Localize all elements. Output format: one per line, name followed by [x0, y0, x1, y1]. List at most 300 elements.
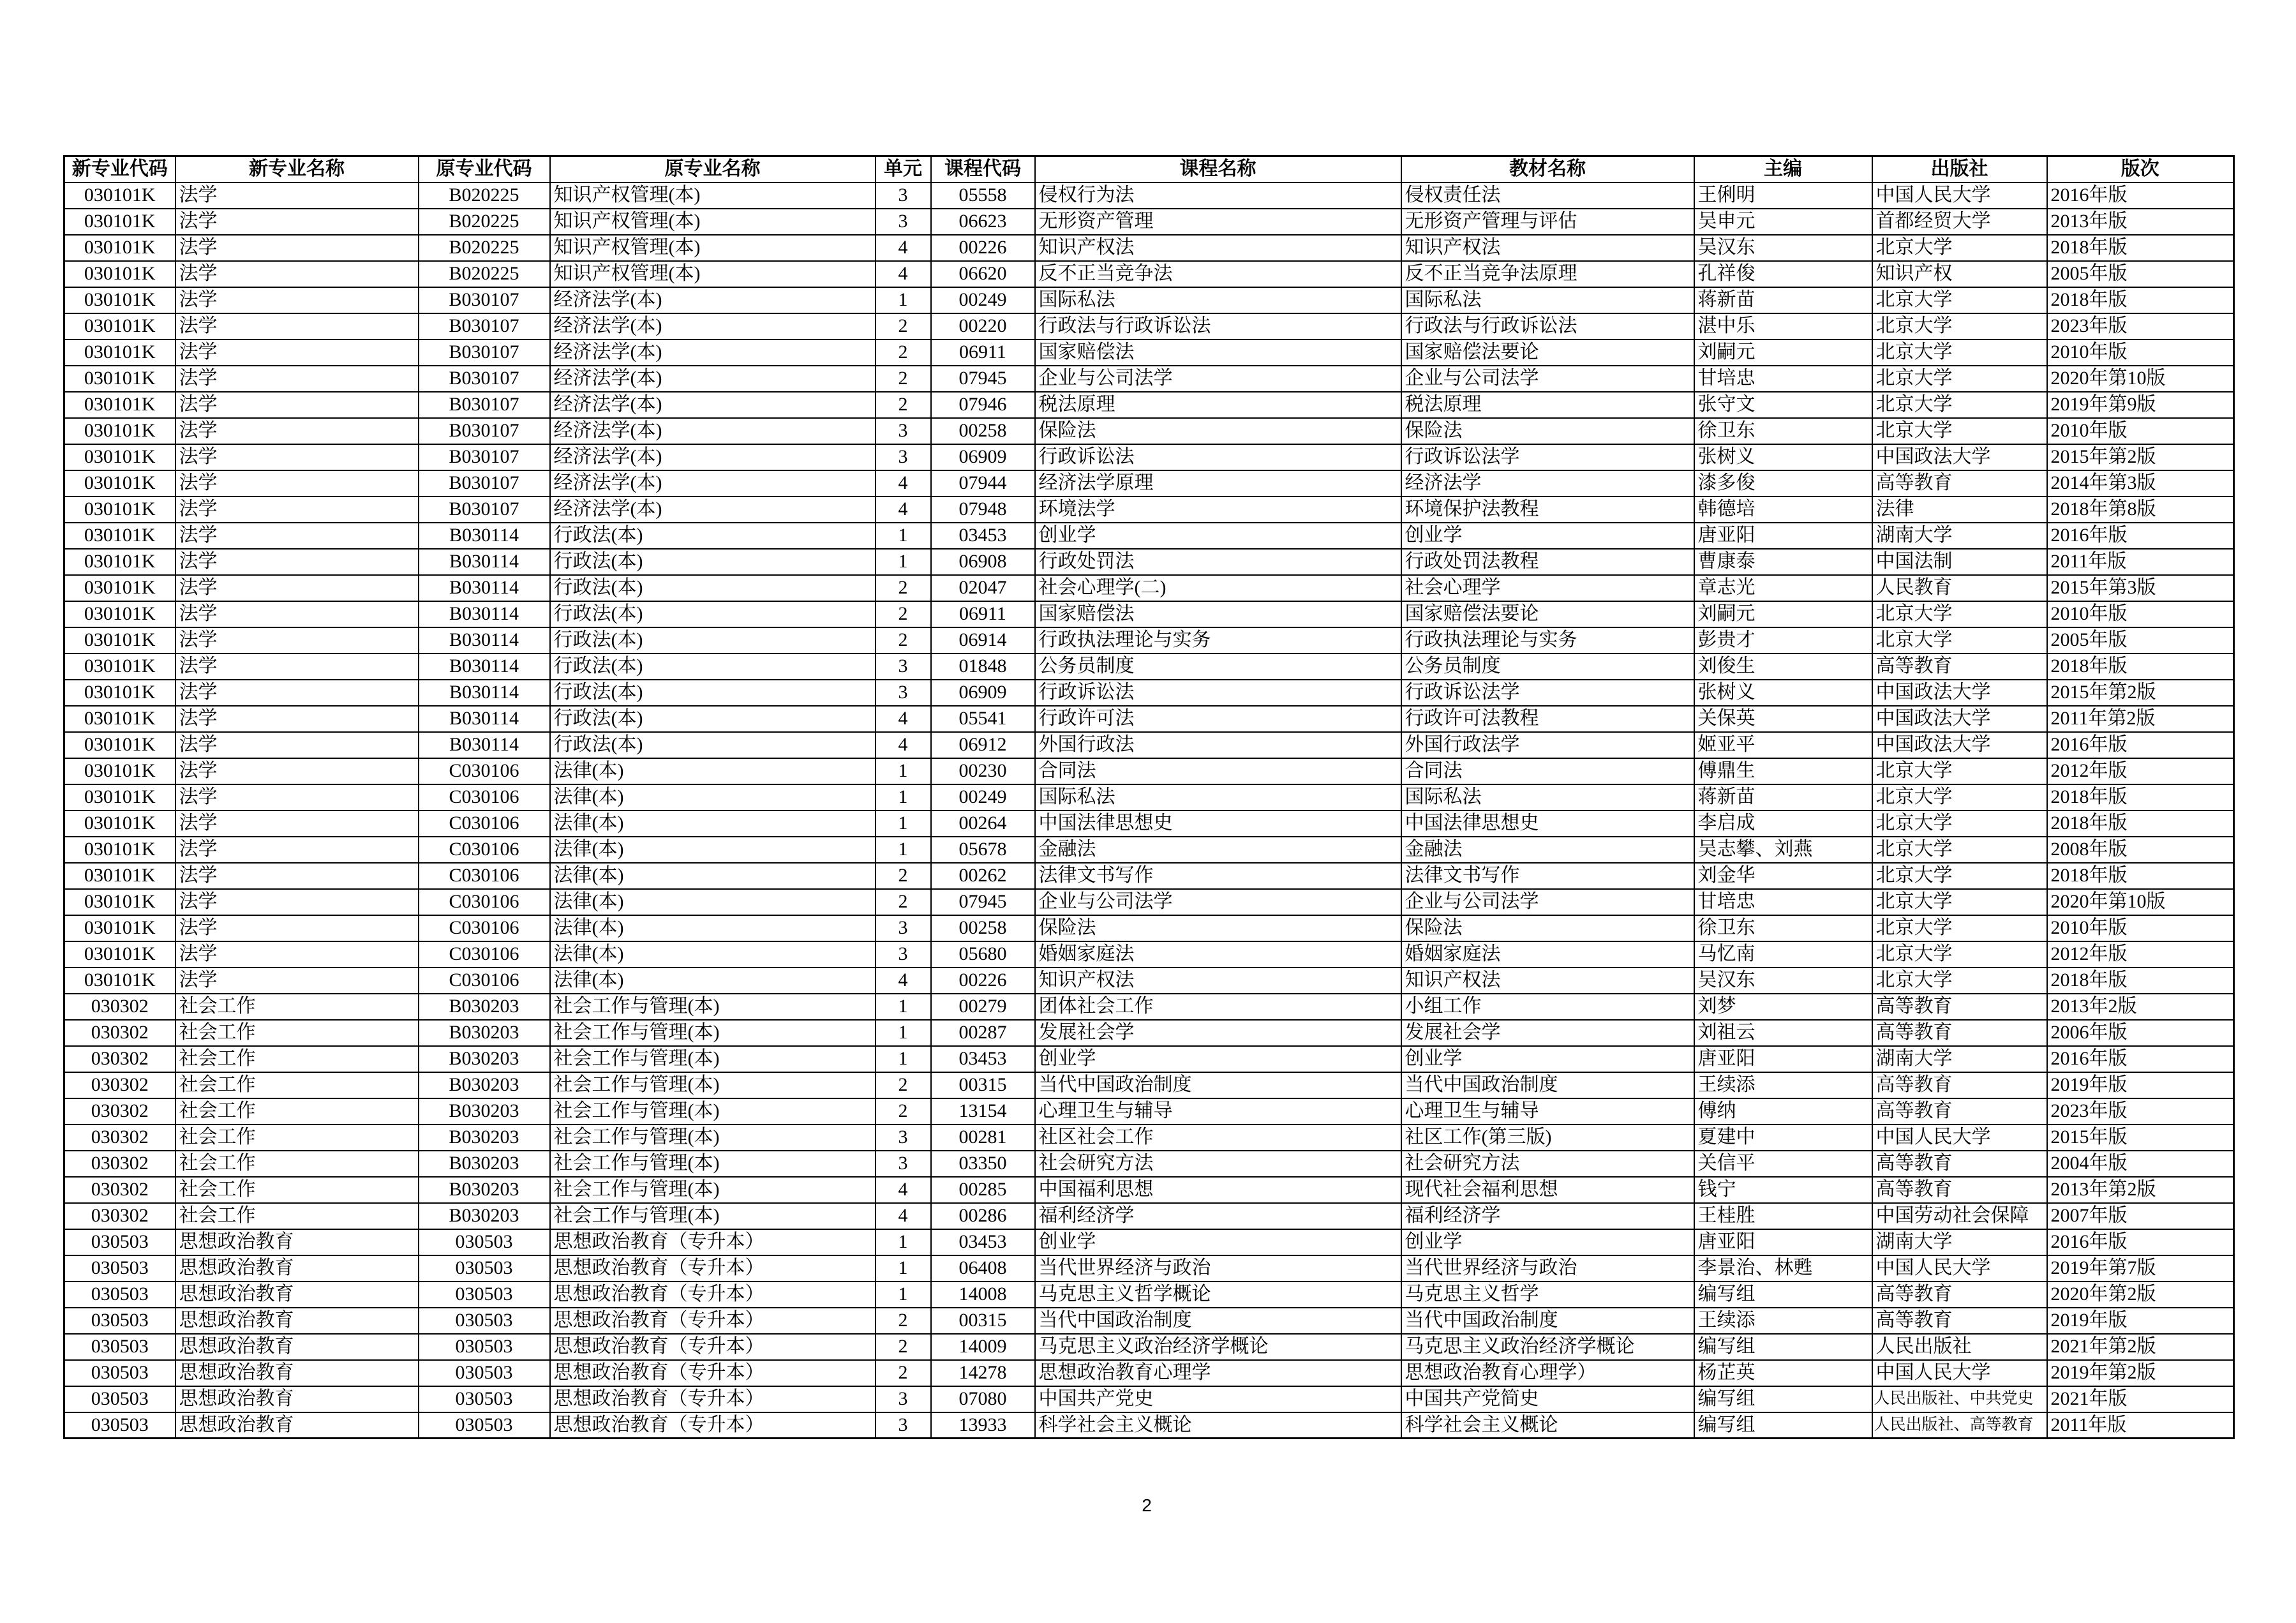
cell-unit: 3 [876, 680, 931, 706]
table-row [64, 889, 2234, 915]
cell-course-name: 团体社会工作 [1035, 994, 1401, 1020]
cell-editor: 徐卫东 [1694, 915, 1872, 941]
cell-textbook-name: 现代社会福利思想 [1401, 1177, 1694, 1203]
cell-unit: 4 [876, 497, 931, 523]
cell-course-name: 国际私法 [1035, 784, 1401, 811]
cell-new-major-name: 法学 [175, 889, 419, 915]
cell-old-major-code: 030503 [419, 1334, 550, 1360]
cell-old-major-name: 思想政治教育（专升本） [550, 1255, 876, 1282]
cell-edition: 2010年版 [2047, 418, 2234, 444]
cell-textbook-name: 社会研究方法 [1401, 1151, 1694, 1177]
cell-edition: 2023年版 [2047, 1098, 2234, 1125]
header-old-major-code: 原专业代码 [419, 156, 550, 183]
cell-editor: 张树义 [1694, 680, 1872, 706]
table-row [64, 1177, 2234, 1203]
cell-new-major-name: 法学 [175, 968, 419, 994]
cell-course-code: 00315 [931, 1072, 1035, 1098]
cell-publisher: 中国人民大学 [1872, 183, 2047, 209]
cell-new-major-code: 030101K [64, 418, 175, 444]
cell-edition: 2011年版 [2047, 1412, 2234, 1439]
cell-course-name: 法律文书写作 [1035, 863, 1401, 889]
table-header [64, 156, 2234, 183]
cell-publisher: 北京大学 [1872, 287, 2047, 313]
cell-old-major-code: B030114 [419, 575, 550, 601]
header-course-name: 课程名称 [1035, 156, 1401, 183]
cell-new-major-code: 030101K [64, 811, 175, 837]
cell-textbook-name: 中国共产党简史 [1401, 1386, 1694, 1412]
cell-unit: 1 [876, 1255, 931, 1282]
cell-edition: 2016年版 [2047, 523, 2234, 549]
cell-old-major-code: C030106 [419, 811, 550, 837]
cell-textbook-name: 发展社会学 [1401, 1020, 1694, 1046]
cell-old-major-name: 法律(本) [550, 863, 876, 889]
cell-old-major-code: C030106 [419, 863, 550, 889]
cell-new-major-code: 030503 [64, 1386, 175, 1412]
cell-textbook-name: 行政诉讼法学 [1401, 444, 1694, 470]
cell-textbook-name: 侵权责任法 [1401, 183, 1694, 209]
cell-course-code: 07948 [931, 497, 1035, 523]
table-row [64, 680, 2234, 706]
cell-new-major-code: 030101K [64, 837, 175, 863]
cell-publisher: 高等教育 [1872, 1098, 2047, 1125]
cell-unit: 3 [876, 183, 931, 209]
cell-new-major-code: 030101K [64, 627, 175, 654]
cell-publisher: 法律 [1872, 497, 2047, 523]
cell-old-major-name: 社会工作与管理(本) [550, 1046, 876, 1072]
cell-textbook-name: 反不正当竞争法原理 [1401, 261, 1694, 287]
cell-new-major-code: 030101K [64, 968, 175, 994]
cell-editor: 钱宁 [1694, 1177, 1872, 1203]
cell-editor: 唐亚阳 [1694, 1229, 1872, 1255]
cell-new-major-code: 030101K [64, 758, 175, 784]
table-row [64, 313, 2234, 340]
page-number: 2 [1142, 1495, 1152, 1515]
cell-old-major-code: B030203 [419, 1151, 550, 1177]
cell-edition: 2019年版 [2047, 1072, 2234, 1098]
cell-new-major-code: 030101K [64, 941, 175, 968]
cell-textbook-name: 行政法与行政诉讼法 [1401, 313, 1694, 340]
cell-publisher: 湖南大学 [1872, 523, 2047, 549]
table-row [64, 1151, 2234, 1177]
cell-editor: 章志光 [1694, 575, 1872, 601]
cell-edition: 2012年版 [2047, 941, 2234, 968]
cell-new-major-name: 思想政治教育 [175, 1255, 419, 1282]
cell-editor: 吴汉东 [1694, 968, 1872, 994]
cell-new-major-code: 030302 [64, 1177, 175, 1203]
cell-new-major-code: 030101K [64, 549, 175, 575]
cell-publisher: 北京大学 [1872, 837, 2047, 863]
cell-course-code: 00249 [931, 287, 1035, 313]
cell-course-name: 行政诉讼法 [1035, 444, 1401, 470]
cell-old-major-name: 经济法学(本) [550, 470, 876, 497]
cell-course-code: 00264 [931, 811, 1035, 837]
cell-old-major-code: B030203 [419, 1072, 550, 1098]
cell-course-code: 06408 [931, 1255, 1035, 1282]
cell-edition: 2020年第2版 [2047, 1282, 2234, 1308]
cell-editor: 刘祖云 [1694, 1020, 1872, 1046]
cell-new-major-name: 法学 [175, 706, 419, 732]
cell-edition: 2011年第2版 [2047, 706, 2234, 732]
cell-editor: 编写组 [1694, 1412, 1872, 1439]
cell-textbook-name: 马克思主义政治经济学概论 [1401, 1334, 1694, 1360]
cell-old-major-code: B020225 [419, 235, 550, 261]
cell-new-major-name: 法学 [175, 837, 419, 863]
cell-unit: 1 [876, 758, 931, 784]
cell-unit: 2 [876, 1098, 931, 1125]
cell-old-major-name: 经济法学(本) [550, 340, 876, 366]
cell-unit: 3 [876, 1386, 931, 1412]
cell-new-major-name: 思想政治教育 [175, 1229, 419, 1255]
table-row [64, 1229, 2234, 1255]
cell-publisher: 人民出版社 [1872, 1334, 2047, 1360]
cell-new-major-name: 法学 [175, 654, 419, 680]
cell-course-code: 00287 [931, 1020, 1035, 1046]
cell-course-name: 中国福利思想 [1035, 1177, 1401, 1203]
cell-old-major-code: 030503 [419, 1386, 550, 1412]
cell-editor: 蒋新苗 [1694, 287, 1872, 313]
cell-textbook-name: 行政处罚法教程 [1401, 549, 1694, 575]
cell-course-name: 企业与公司法学 [1035, 889, 1401, 915]
cell-textbook-name: 中国法律思想史 [1401, 811, 1694, 837]
cell-new-major-name: 法学 [175, 863, 419, 889]
cell-new-major-name: 法学 [175, 680, 419, 706]
cell-textbook-name: 经济法学 [1401, 470, 1694, 497]
cell-old-major-name: 行政法(本) [550, 575, 876, 601]
cell-publisher: 北京大学 [1872, 418, 2047, 444]
cell-new-major-name: 法学 [175, 183, 419, 209]
cell-course-name: 马克思主义政治经济学概论 [1035, 1334, 1401, 1360]
cell-new-major-name: 法学 [175, 392, 419, 418]
table-row [64, 340, 2234, 366]
cell-editor: 编写组 [1694, 1386, 1872, 1412]
cell-new-major-name: 法学 [175, 811, 419, 837]
cell-new-major-code: 030302 [64, 1046, 175, 1072]
cell-unit: 3 [876, 444, 931, 470]
cell-textbook-name: 公务员制度 [1401, 654, 1694, 680]
table-row [64, 627, 2234, 654]
cell-course-code: 03453 [931, 523, 1035, 549]
cell-editor: 编写组 [1694, 1282, 1872, 1308]
cell-new-major-code: 030101K [64, 784, 175, 811]
cell-textbook-name: 法律文书写作 [1401, 863, 1694, 889]
cell-course-name: 保险法 [1035, 418, 1401, 444]
table-row [64, 392, 2234, 418]
cell-old-major-name: 知识产权管理(本) [550, 261, 876, 287]
cell-course-code: 00315 [931, 1308, 1035, 1334]
cell-textbook-name: 当代中国政治制度 [1401, 1072, 1694, 1098]
cell-unit: 3 [876, 1151, 931, 1177]
cell-course-code: 06623 [931, 209, 1035, 235]
cell-textbook-name: 行政许可法教程 [1401, 706, 1694, 732]
cell-unit: 1 [876, 523, 931, 549]
cell-edition: 2013年2版 [2047, 994, 2234, 1020]
cell-new-major-name: 法学 [175, 366, 419, 392]
cell-publisher: 首都经贸大学 [1872, 209, 2047, 235]
table-row [64, 418, 2234, 444]
cell-editor: 张守文 [1694, 392, 1872, 418]
cell-course-name: 发展社会学 [1035, 1020, 1401, 1046]
cell-course-code: 06911 [931, 601, 1035, 627]
cell-course-code: 05558 [931, 183, 1035, 209]
cell-edition: 2015年版 [2047, 1125, 2234, 1151]
cell-edition: 2019年版 [2047, 1308, 2234, 1334]
cell-textbook-name: 小组工作 [1401, 994, 1694, 1020]
cell-publisher: 人民教育 [1872, 575, 2047, 601]
table-row [64, 811, 2234, 837]
cell-new-major-code: 030101K [64, 654, 175, 680]
table-row [64, 549, 2234, 575]
cell-unit: 1 [876, 1020, 931, 1046]
cell-new-major-code: 030503 [64, 1334, 175, 1360]
cell-course-code: 00286 [931, 1203, 1035, 1229]
cell-new-major-code: 030503 [64, 1282, 175, 1308]
cell-textbook-name: 合同法 [1401, 758, 1694, 784]
cell-old-major-code: B030114 [419, 654, 550, 680]
cell-editor: 吴志攀、刘燕 [1694, 837, 1872, 863]
cell-new-major-name: 社会工作 [175, 1125, 419, 1151]
cell-editor: 徐卫东 [1694, 418, 1872, 444]
cell-new-major-code: 030302 [64, 1020, 175, 1046]
cell-new-major-name: 法学 [175, 575, 419, 601]
cell-old-major-name: 思想政治教育（专升本） [550, 1308, 876, 1334]
cell-editor: 吴汉东 [1694, 235, 1872, 261]
cell-publisher: 高等教育 [1872, 1177, 2047, 1203]
cell-editor: 编写组 [1694, 1334, 1872, 1360]
cell-course-code: 00281 [931, 1125, 1035, 1151]
cell-old-major-code: B030114 [419, 523, 550, 549]
table-row [64, 863, 2234, 889]
cell-course-code: 01848 [931, 654, 1035, 680]
table-row [64, 758, 2234, 784]
cell-old-major-name: 社会工作与管理(本) [550, 1072, 876, 1098]
cell-unit: 1 [876, 549, 931, 575]
cell-editor: 甘培忠 [1694, 889, 1872, 915]
cell-textbook-name: 行政诉讼法学 [1401, 680, 1694, 706]
cell-unit: 2 [876, 863, 931, 889]
cell-editor: 李启成 [1694, 811, 1872, 837]
cell-old-major-name: 法律(本) [550, 837, 876, 863]
cell-old-major-code: B030114 [419, 627, 550, 654]
cell-editor: 唐亚阳 [1694, 1046, 1872, 1072]
cell-publisher: 高等教育 [1872, 1282, 2047, 1308]
cell-textbook-name: 保险法 [1401, 915, 1694, 941]
cell-textbook-name: 国际私法 [1401, 287, 1694, 313]
cell-course-name: 行政诉讼法 [1035, 680, 1401, 706]
cell-old-major-name: 社会工作与管理(本) [550, 1177, 876, 1203]
cell-old-major-name: 经济法学(本) [550, 313, 876, 340]
cell-new-major-name: 法学 [175, 418, 419, 444]
table-row [64, 444, 2234, 470]
cell-course-name: 婚姻家庭法 [1035, 941, 1401, 968]
header-editor: 主编 [1694, 156, 1872, 183]
cell-old-major-name: 经济法学(本) [550, 444, 876, 470]
cell-course-name: 科学社会主义概论 [1035, 1412, 1401, 1439]
cell-course-code: 07945 [931, 366, 1035, 392]
cell-publisher: 北京大学 [1872, 392, 2047, 418]
cell-course-code: 00220 [931, 313, 1035, 340]
cell-textbook-name: 知识产权法 [1401, 968, 1694, 994]
cell-edition: 2018年版 [2047, 784, 2234, 811]
cell-publisher: 北京大学 [1872, 235, 2047, 261]
cell-new-major-name: 法学 [175, 470, 419, 497]
cell-course-name: 当代中国政治制度 [1035, 1072, 1401, 1098]
cell-new-major-name: 思想政治教育 [175, 1282, 419, 1308]
cell-new-major-name: 社会工作 [175, 1020, 419, 1046]
cell-edition: 2021年第2版 [2047, 1334, 2234, 1360]
cell-new-major-name: 社会工作 [175, 994, 419, 1020]
cell-course-code: 05678 [931, 837, 1035, 863]
cell-new-major-name: 思想政治教育 [175, 1334, 419, 1360]
table-row [64, 523, 2234, 549]
cell-new-major-name: 法学 [175, 444, 419, 470]
cell-unit: 1 [876, 837, 931, 863]
cell-publisher: 人民出版社、高等教育 [1872, 1412, 2047, 1439]
cell-old-major-name: 法律(本) [550, 915, 876, 941]
cell-unit: 4 [876, 706, 931, 732]
cell-course-code: 07080 [931, 1386, 1035, 1412]
cell-old-major-name: 行政法(本) [550, 680, 876, 706]
cell-new-major-name: 法学 [175, 732, 419, 758]
table-row [64, 915, 2234, 941]
cell-course-name: 中国法律思想史 [1035, 811, 1401, 837]
cell-old-major-name: 社会工作与管理(本) [550, 994, 876, 1020]
cell-edition: 2011年版 [2047, 549, 2234, 575]
cell-editor: 吴申元 [1694, 209, 1872, 235]
cell-editor: 彭贵才 [1694, 627, 1872, 654]
cell-course-code: 00230 [931, 758, 1035, 784]
table-row [64, 287, 2234, 313]
cell-editor: 张树义 [1694, 444, 1872, 470]
cell-publisher: 北京大学 [1872, 941, 2047, 968]
cell-course-code: 00226 [931, 968, 1035, 994]
cell-old-major-code: B030203 [419, 1203, 550, 1229]
cell-editor: 刘俊生 [1694, 654, 1872, 680]
cell-editor: 刘梦 [1694, 994, 1872, 1020]
cell-edition: 2016年版 [2047, 1229, 2234, 1255]
header-textbook-name: 教材名称 [1401, 156, 1694, 183]
cell-new-major-code: 030302 [64, 1098, 175, 1125]
cell-publisher: 中国劳动社会保障 [1872, 1203, 2047, 1229]
cell-new-major-code: 030503 [64, 1412, 175, 1439]
cell-course-name: 环境法学 [1035, 497, 1401, 523]
header-unit: 单元 [876, 156, 931, 183]
cell-unit: 1 [876, 1046, 931, 1072]
cell-new-major-code: 030101K [64, 732, 175, 758]
cell-textbook-name: 税法原理 [1401, 392, 1694, 418]
cell-unit: 2 [876, 340, 931, 366]
cell-course-code: 00285 [931, 1177, 1035, 1203]
cell-new-major-code: 030101K [64, 313, 175, 340]
cell-textbook-name: 企业与公司法学 [1401, 889, 1694, 915]
table-row [64, 1282, 2234, 1308]
cell-textbook-name: 思想政治教育心理学） [1401, 1360, 1694, 1386]
cell-old-major-name: 社会工作与管理(本) [550, 1203, 876, 1229]
cell-course-code: 07944 [931, 470, 1035, 497]
table-row [64, 1072, 2234, 1098]
cell-old-major-name: 知识产权管理(本) [550, 209, 876, 235]
cell-publisher: 湖南大学 [1872, 1046, 2047, 1072]
cell-unit: 2 [876, 1072, 931, 1098]
cell-publisher: 中国人民大学 [1872, 1255, 2047, 1282]
header-old-major-name: 原专业名称 [550, 156, 876, 183]
cell-publisher: 北京大学 [1872, 889, 2047, 915]
cell-textbook-name: 外国行政法学 [1401, 732, 1694, 758]
cell-publisher: 北京大学 [1872, 313, 2047, 340]
cell-unit: 1 [876, 811, 931, 837]
cell-course-code: 06912 [931, 732, 1035, 758]
cell-new-major-code: 030101K [64, 497, 175, 523]
cell-publisher: 北京大学 [1872, 627, 2047, 654]
cell-old-major-name: 经济法学(本) [550, 418, 876, 444]
cell-publisher: 高等教育 [1872, 994, 2047, 1020]
cell-textbook-name: 创业学 [1401, 1046, 1694, 1072]
cell-old-major-code: C030106 [419, 758, 550, 784]
cell-publisher: 中国政法大学 [1872, 680, 2047, 706]
cell-unit: 2 [876, 1360, 931, 1386]
cell-old-major-code: B030107 [419, 287, 550, 313]
cell-edition: 2018年版 [2047, 863, 2234, 889]
cell-course-name: 当代世界经济与政治 [1035, 1255, 1401, 1282]
cell-edition: 2019年第2版 [2047, 1360, 2234, 1386]
cell-new-major-code: 030101K [64, 915, 175, 941]
cell-new-major-code: 030503 [64, 1360, 175, 1386]
cell-course-name: 行政执法理论与实务 [1035, 627, 1401, 654]
cell-unit: 1 [876, 784, 931, 811]
header-course-code: 课程代码 [931, 156, 1035, 183]
cell-course-code: 02047 [931, 575, 1035, 601]
cell-old-major-name: 法律(本) [550, 758, 876, 784]
cell-old-major-name: 知识产权管理(本) [550, 183, 876, 209]
cell-edition: 2018年版 [2047, 968, 2234, 994]
cell-new-major-code: 030101K [64, 470, 175, 497]
cell-editor: 马忆南 [1694, 941, 1872, 968]
cell-course-name: 经济法学原理 [1035, 470, 1401, 497]
cell-new-major-code: 030101K [64, 209, 175, 235]
cell-new-major-code: 030101K [64, 889, 175, 915]
cell-new-major-name: 思想政治教育 [175, 1308, 419, 1334]
cell-textbook-name: 婚姻家庭法 [1401, 941, 1694, 968]
table-row [64, 1046, 2234, 1072]
cell-new-major-code: 030503 [64, 1229, 175, 1255]
cell-course-code: 06911 [931, 340, 1035, 366]
cell-publisher: 中国政法大学 [1872, 444, 2047, 470]
cell-old-major-name: 法律(本) [550, 811, 876, 837]
cell-editor: 王续添 [1694, 1072, 1872, 1098]
cell-course-code: 00258 [931, 418, 1035, 444]
table-row [64, 1125, 2234, 1151]
cell-textbook-name: 金融法 [1401, 837, 1694, 863]
cell-edition: 2019年第9版 [2047, 392, 2234, 418]
cell-publisher: 高等教育 [1872, 1308, 2047, 1334]
cell-unit: 4 [876, 968, 931, 994]
cell-course-name: 外国行政法 [1035, 732, 1401, 758]
cell-old-major-name: 思想政治教育（专升本） [550, 1386, 876, 1412]
cell-old-major-code: B030107 [419, 392, 550, 418]
cell-course-code: 00279 [931, 994, 1035, 1020]
cell-course-name: 行政许可法 [1035, 706, 1401, 732]
cell-edition: 2007年版 [2047, 1203, 2234, 1229]
cell-publisher: 中国政法大学 [1872, 732, 2047, 758]
cell-textbook-name: 福利经济学 [1401, 1203, 1694, 1229]
cell-course-code: 06909 [931, 444, 1035, 470]
table-row [64, 1308, 2234, 1334]
cell-old-major-name: 行政法(本) [550, 732, 876, 758]
cell-textbook-name: 当代中国政治制度 [1401, 1308, 1694, 1334]
cell-new-major-name: 思想政治教育 [175, 1412, 419, 1439]
cell-unit: 4 [876, 261, 931, 287]
cell-old-major-name: 行政法(本) [550, 627, 876, 654]
cell-unit: 2 [876, 1308, 931, 1334]
